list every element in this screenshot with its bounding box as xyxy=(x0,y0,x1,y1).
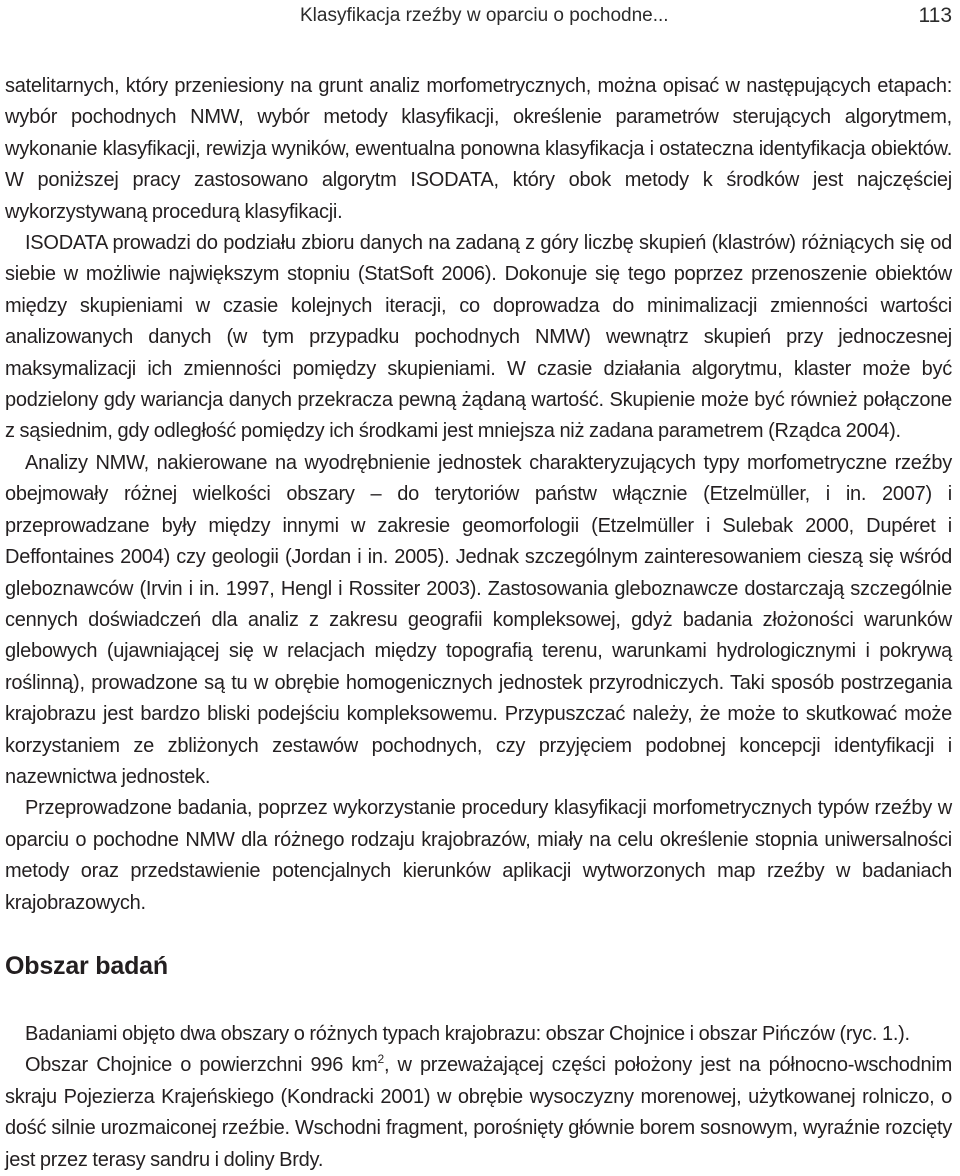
section-body xyxy=(5,1019,952,1176)
area-text: Obszar Chojnice o powierzchni 996 km xyxy=(25,1054,378,1077)
superscript-two: 2 xyxy=(377,1052,384,1067)
body-text xyxy=(5,71,952,919)
paragraph-1: satelitarnych, który przeniesiony na grunt analiz morfometrycznych, można opisać w następujących etapach: wybór pochodnych NMW, wybór metody klasyfikacji, określenie parametrów sterujących algorytmem, wykonanie klasyfikacji, rewizja wyników, ewentualna ponowna klasyfikacja i ostateczna identyfikacja obiektów. W poniższej pracy zastosowano algorytm ISODATA, który obok metody k środków jest najczęściej wykorzystywaną procedurą klasyfikacji. xyxy=(5,75,952,223)
paragraph-2: ISODATA prowadzi do podziału zbioru danych na zadaną z góry liczbę skupień (klastrów) różniących się od siebie w możliwie największym stopniu (StatSoft 2006). Dokonuje się tego poprzez przenoszenie obiektów między skupieniami w czasie kolejnych iteracji, co doprowadza do minimalizacji zmienności wartości analizowanych danych (w tym przypadku pochodnych NMW) wewnątrz skupień przy jednoczesnej maksymalizacji ich zmienności pomiędzy skupieniami. W czasie działania algorytmu, klaster może być podzielony gdy wariancja danych przekracza pewną żądaną wartość. Skupienie może być również połączone z sąsiednim, gdy odległość pomiędzy ich środkami jest mniejsza niż zadana parametrem (Rządca 2004). xyxy=(5,232,952,443)
paragraph-4: Przeprowadzone badania, poprzez wykorzystanie procedury klasyfikacji morfometrycznych typów rzeźby w oparciu o pochodne NMW dla różnego rodzaju krajobrazów, miały na celu określenie stopnia uniwersalności metody oraz przedstawienie potencjalnych kierunków aplikacji wytworzonych map rzeźby w badaniach krajobrazowych. xyxy=(5,797,952,914)
paragraph-3: Analizy NMW, nakierowane na wyodrębnienie jednostek charakteryzujących typy morfometryczne rzeźby obejmowały różnej wielkości obszary – do terytoriów państw włącznie (Etzelmüller, i in. 2007) i przeprowadzane były między innymi w zakresie geomorfologii (Etzelmüller i Sulebak 2000, Dupéret i Deffontaines 2004) czy geologii (Jordan i in. 2005). Jednak szczególnym zainteresowaniem cieszą się wśród gleboznawców (Irvin i in. 1997, Hengl i Rossiter 2003). Zastosowania gleboznawcze dostarczają szczególnie cennych doświadczeń dla analiz z zakresu geografii kompleksowej, gdyż badania złożoności warunków glebowych (ujawniającej się w relacjach między topografią terenu, warunkami hydrologicznymi i pokrywą roślinną), prowadzone są tu w obrębie homogenicznych jednostek przyrodniczych. Taki sposób postrzegania krajobrazu jest bardzo bliski podejściu kompleksowemu. Przypuszczać należy, że może to skutkować może korzystaniem ze zbliżonych zestawów pochodnych, czy przyjęciem podobnej koncepcji identyfikacji i nazewnictwa jednostek. xyxy=(5,451,952,788)
section-heading: Obszar badań xyxy=(5,952,168,980)
area-text-continued: , w przeważającej części położony jest na północno-wschodnim skraju Pojezierza Krajeńskiego (Kondracki 2001) w obrębie wysoczyzny morenowej, użytkowanej rolniczo, o dość silnie urozmaiconej rzeźbie. Wschodni fragment, porośnięty głównie borem sosnowym, wyraźnie rozcięty jest przez terasy sandru i doliny Brdy. xyxy=(5,1054,953,1171)
section-paragraph-2 xyxy=(5,1050,952,1176)
section-paragraph-1: Badaniami objęto dwa obszary o różnych typach krajobrazu: obszar Chojnice i obszar Pińczów (ryc. 1.). xyxy=(25,1023,910,1045)
running-header xyxy=(300,4,952,32)
page-number: 113 xyxy=(918,4,952,27)
running-title: Klasyfikacja rzeźby w oparciu o pochodne... xyxy=(300,5,669,26)
